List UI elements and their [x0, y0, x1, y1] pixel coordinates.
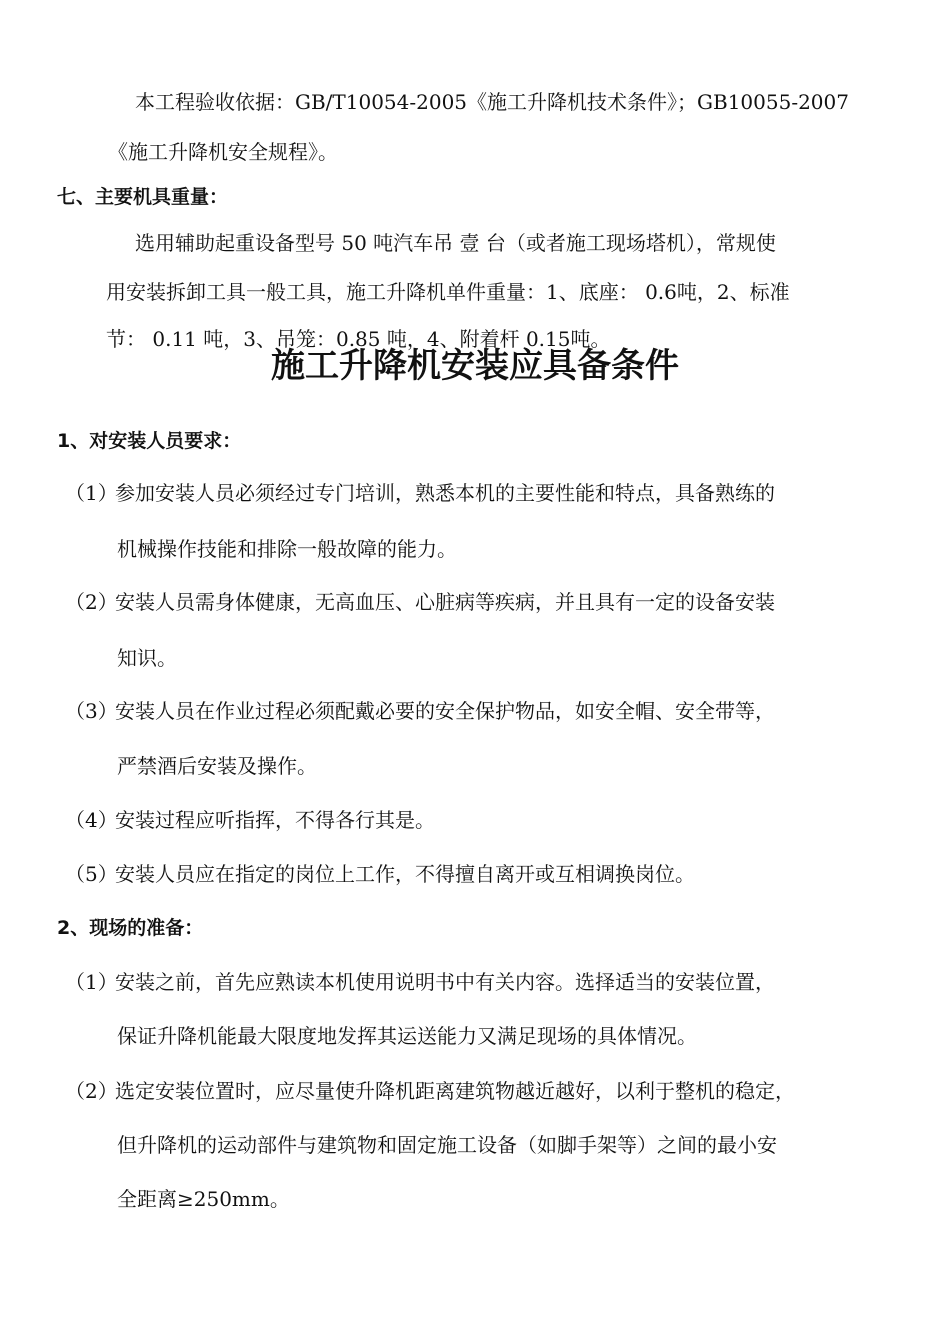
item-1-5-number: （5）: [65, 862, 118, 886]
item-1-2-line-1: 安装人员需身体健康，无高血压、心脏病等疾病，并且具有一定的设备安装: [115, 590, 775, 614]
section-1-heading: 1、对安装人员要求：: [57, 430, 242, 452]
item-2-2-line-1: 选定安装位置时，应尽量使升降机距离建筑物越近越好，以利于整机的稳定，: [115, 1079, 795, 1103]
item-2-2-line-3: 全距离≥250mm。: [117, 1187, 290, 1211]
item-1-1-line-1: 参加安装人员必须经过专门培训，熟悉本机的主要性能和特点，具备熟练的: [115, 481, 775, 505]
item-1-1-number: （1）: [65, 481, 118, 505]
item-2-2-line-2: 但升降机的运动部件与建筑物和固定施工设备（如脚手架等）之间的最小安: [117, 1133, 777, 1157]
item-1-3-line-1: 安装人员在作业过程必须配戴必要的安全保护物品，如安全帽、安全带等，: [115, 699, 775, 723]
item-1-3-number: （3）: [65, 699, 118, 723]
section-2-heading: 2、现场的准备：: [57, 917, 204, 939]
machinery-weight-line-1: 选用辅助起重设备型号 50 吨汽车吊 壹 台（或者施工现场塔机），常规使: [135, 231, 776, 255]
acceptance-basis-line-2: 《施工升降机安全规程》。: [108, 140, 338, 164]
item-2-1-line-1: 安装之前，首先应熟读本机使用说明书中有关内容。选择适当的安装位置，: [115, 970, 775, 994]
item-1-4-line-1: 安装过程应听指挥，不得各行其是。: [115, 808, 435, 832]
acceptance-basis-line-1: 本工程验收依据：GB/T10054-2005《施工升降机技术条件》；GB10055-2007: [135, 90, 849, 114]
item-1-2-line-2: 知识。: [117, 646, 177, 670]
item-1-5-line-1: 安装人员应在指定的岗位上工作，不得擅自离开或互相调换岗位。: [115, 862, 695, 886]
section-7-heading: 七、主要机具重量：: [57, 186, 229, 208]
item-1-2-number: （2）: [65, 590, 118, 614]
machinery-weight-line-3: 节： 0.11 吨，3、吊笼：0.85 吨，4、附着杆 0.15吨。: [106, 327, 611, 351]
item-2-1-line-2: 保证升降机能最大限度地发挥其运送能力又满足现场的具体情况。: [117, 1024, 697, 1048]
item-1-1-line-2: 机械操作技能和排除一般故障的能力。: [117, 537, 457, 561]
item-1-3-line-2: 严禁酒后安装及操作。: [117, 754, 317, 778]
machinery-weight-line-2: 用安装拆卸工具一般工具，施工升降机单件重量：1、底座： 0.6吨，2、标准: [106, 280, 790, 304]
item-1-4-number: （4）: [65, 808, 118, 832]
item-2-1-number: （1）: [65, 970, 118, 994]
document-title: 施工升降机安装应具备条件: [271, 346, 679, 386]
item-2-2-number: （2）: [65, 1079, 118, 1103]
